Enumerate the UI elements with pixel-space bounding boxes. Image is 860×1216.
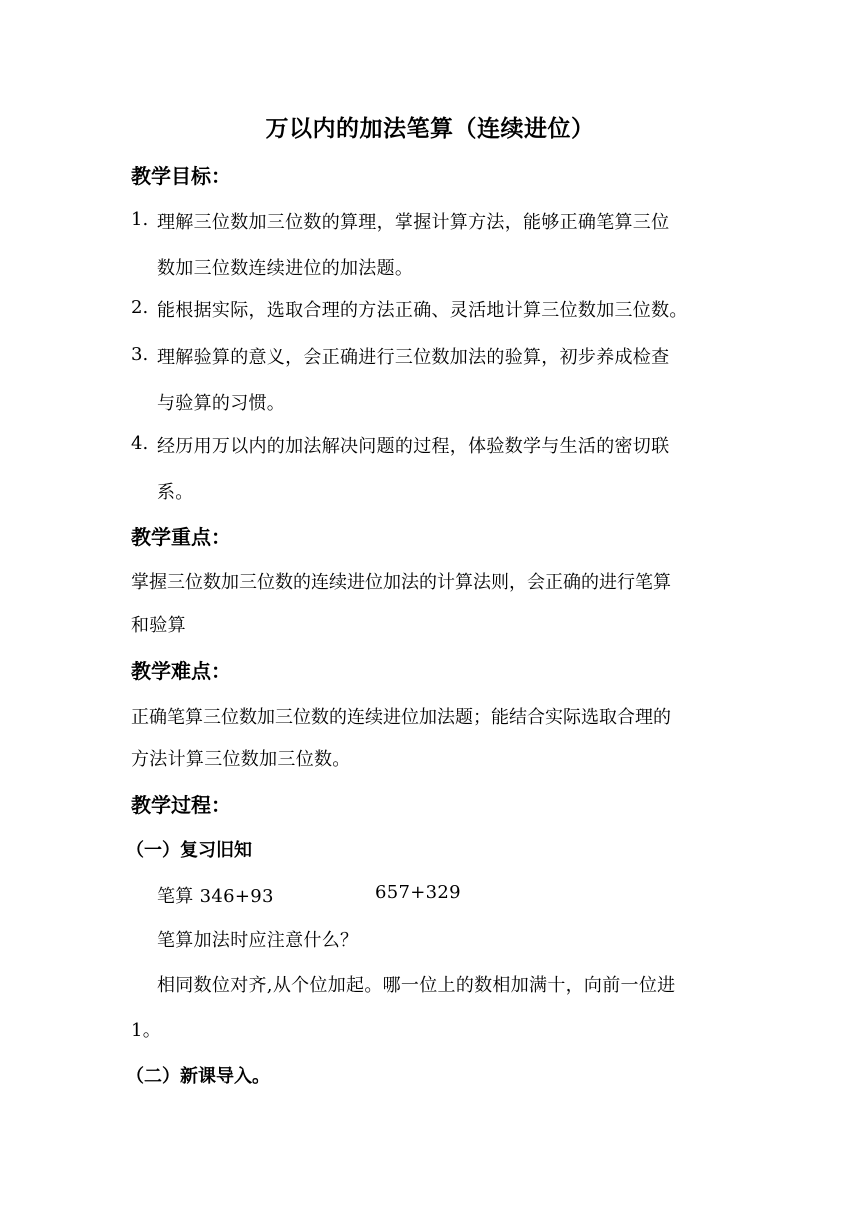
document-title: 万以内的加法笔算（连续进位） xyxy=(265,115,595,142)
section-1-exercise-b: 657+329 xyxy=(375,882,461,903)
objective-4-line-1: 经历用万以内的加法解决问题的过程，体验数学与生活的密切联 xyxy=(157,436,670,457)
section-1-question: 笔算加法时应注意什么？ xyxy=(157,930,359,951)
objective-3-line-1: 理解验算的意义，会正确进行三位数加法的验算，初步养成检查 xyxy=(157,347,670,368)
objective-1-number: 1. xyxy=(131,209,149,230)
objective-2-number: 2. xyxy=(131,297,149,318)
section-1-title: （一）复习旧知 xyxy=(126,840,252,861)
objective-1-line-1: 理解三位数加三位数的算理，掌握计算方法，能够正确笔算三位 xyxy=(157,212,670,233)
process-heading: 教学过程： xyxy=(131,793,231,817)
objective-3-line-2: 与验算的习惯。 xyxy=(157,393,286,414)
key-points-line-1: 掌握三位数加三位数的连续进位加法的计算法则，会正确的进行笔算 xyxy=(131,572,671,593)
section-1-exercise-a: 笔算 346+93 xyxy=(157,886,274,907)
section-1-answer-line-1: 相同数位对齐,从个位加起。哪一位上的数相加满十，向前一位进 xyxy=(157,975,676,996)
section-1-answer-line-2: 1。 xyxy=(131,1020,162,1041)
objective-2-line-1: 能根据实际，选取合理的方法正确、灵活地计算三位数加三位数。 xyxy=(157,300,688,321)
objective-1-line-2: 数加三位数连续进位的加法题。 xyxy=(157,258,414,279)
objective-3-number: 3. xyxy=(131,344,149,365)
objective-4-line-2: 系。 xyxy=(157,482,194,503)
objectives-heading: 教学目标： xyxy=(131,164,231,188)
key-points-line-2: 和验算 xyxy=(131,615,186,636)
difficulties-heading: 教学难点： xyxy=(131,659,231,683)
section-2-title: （二）新课导入。 xyxy=(126,1066,270,1087)
objective-4-number: 4. xyxy=(131,433,149,454)
difficulties-line-1: 正确笔算三位数加三位数的连续进位加法题；能结合实际选取合理的 xyxy=(131,707,671,728)
difficulties-line-2: 方法计算三位数加三位数。 xyxy=(131,749,351,770)
key-points-heading: 教学重点： xyxy=(131,525,231,549)
